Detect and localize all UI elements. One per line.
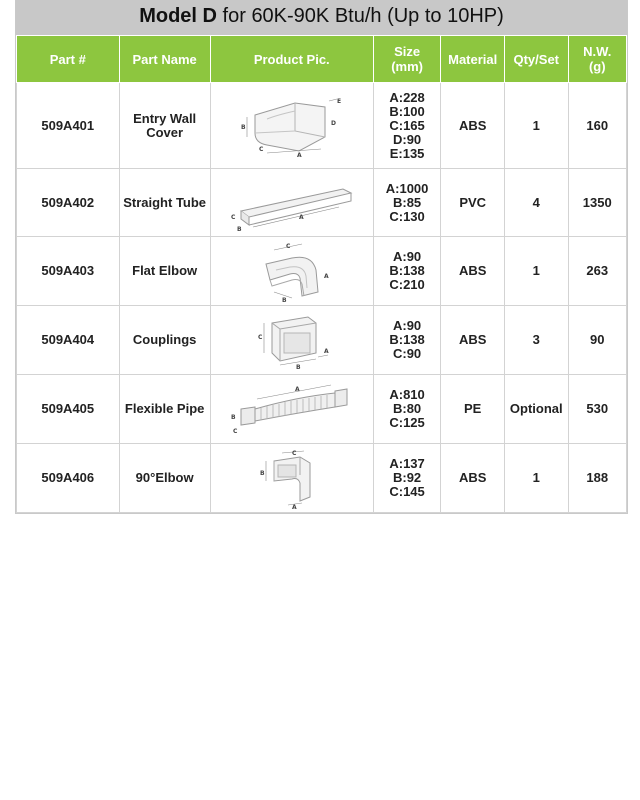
dim-label: B <box>230 414 236 421</box>
size-values <box>373 444 441 513</box>
table-row <box>17 83 627 169</box>
size-value: B:138 <box>389 332 425 347</box>
dim-label: C <box>230 213 236 221</box>
dim-label: C <box>291 450 297 457</box>
qty-set: 3 <box>504 306 568 375</box>
size-value: C:145 <box>389 484 425 499</box>
part-name-text: 90°Elbow <box>135 470 194 485</box>
product-pic <box>210 444 373 513</box>
size-value: A:810 <box>389 387 425 402</box>
qty-set: 1 <box>504 444 568 513</box>
entry-wall-cover-icon <box>237 93 347 159</box>
col-header-part-number: Part # <box>17 36 120 83</box>
size-value: D:90 <box>392 131 422 147</box>
net-weight: 90 <box>568 306 626 375</box>
size-value: B:100 <box>389 103 425 119</box>
model-name: Model D <box>139 5 217 27</box>
spec-sheet <box>15 0 628 514</box>
col-header-product-pic: Product Pic. <box>210 36 373 83</box>
part-number: 509A401 <box>17 83 120 169</box>
size-values <box>373 237 441 306</box>
dim-label: A <box>323 273 329 280</box>
col-header-net-weight-label: N.W. (g) <box>583 44 612 74</box>
part-name-text: Straight Tube <box>123 194 207 210</box>
net-weight: 1350 <box>568 169 626 237</box>
size-value: B:92 <box>392 470 422 485</box>
table-row <box>17 444 627 513</box>
part-number: 509A405 <box>17 375 120 444</box>
material: PVC <box>441 169 505 237</box>
dim-label: B <box>236 225 242 231</box>
page-title <box>16 0 627 35</box>
qty-set: 4 <box>504 169 568 237</box>
part-name <box>119 306 210 375</box>
90-elbow-icon <box>252 447 332 509</box>
part-name-text: Flat Elbow <box>132 263 198 278</box>
dim-label: A <box>294 386 300 393</box>
parts-table <box>16 35 627 513</box>
dim-label: C <box>285 243 291 250</box>
size-values <box>373 306 441 375</box>
col-header-qty-set: Qty/Set <box>504 36 568 83</box>
dim-label: A <box>323 348 329 355</box>
part-name-text: Couplings <box>132 332 197 347</box>
table-row <box>17 375 627 444</box>
table-header-row <box>17 36 627 83</box>
part-name <box>119 237 210 306</box>
dim-label: B <box>240 123 246 131</box>
dim-label: D <box>330 119 336 127</box>
dim-label: E <box>336 97 341 105</box>
straight-tube-icon <box>227 175 357 231</box>
size-value: A:90 <box>392 318 422 333</box>
dim-label: C <box>257 334 263 341</box>
table-row <box>17 306 627 375</box>
col-header-part-name: Part Name <box>119 36 210 83</box>
dim-label: C <box>258 145 264 153</box>
product-pic <box>210 83 373 169</box>
size-value: B:85 <box>392 194 422 210</box>
part-number: 509A406 <box>17 444 120 513</box>
part-name <box>119 375 210 444</box>
part-name <box>119 169 210 237</box>
size-values <box>373 83 441 169</box>
col-header-material: Material <box>441 36 505 83</box>
part-name-text: Entry Wall Cover <box>133 110 197 140</box>
size-value: C:90 <box>392 346 422 361</box>
product-pic <box>210 375 373 444</box>
net-weight: 188 <box>568 444 626 513</box>
material: ABS <box>441 306 505 375</box>
model-capacity: for 60K-90K Btu/h (Up to 10HP) <box>216 5 504 27</box>
net-weight: 160 <box>568 83 626 169</box>
table-row <box>17 169 627 237</box>
size-list <box>374 250 441 292</box>
part-name <box>119 444 210 513</box>
size-value: C:165 <box>389 117 425 133</box>
qty-set: 1 <box>504 83 568 169</box>
qty-set: Optional <box>504 375 568 444</box>
material: PE <box>441 375 505 444</box>
size-values <box>373 169 441 237</box>
size-value: A:228 <box>389 89 425 105</box>
part-number: 509A404 <box>17 306 120 375</box>
net-weight: 263 <box>568 237 626 306</box>
material: ABS <box>441 237 505 306</box>
col-header-net-weight <box>568 36 626 83</box>
size-value: B:138 <box>389 263 425 278</box>
dim-label: B <box>259 470 265 477</box>
product-pic <box>210 169 373 237</box>
size-value: C:210 <box>389 277 425 292</box>
size-list <box>374 457 441 499</box>
size-list <box>374 91 441 161</box>
coupling-icon <box>252 309 332 371</box>
material: ABS <box>441 83 505 169</box>
flat-elbow-icon <box>252 240 332 302</box>
dim-label: B <box>281 297 287 302</box>
size-list <box>374 388 441 430</box>
size-value: A:90 <box>392 249 422 264</box>
size-value: E:135 <box>389 145 425 161</box>
col-header-size-label: Size (mm) <box>391 44 423 74</box>
part-name <box>119 83 210 169</box>
col-header-size <box>373 36 441 83</box>
size-list <box>374 182 441 224</box>
size-values <box>373 375 441 444</box>
size-value: C:130 <box>389 208 425 224</box>
size-value: B:80 <box>392 401 422 416</box>
net-weight: 530 <box>568 375 626 444</box>
size-value: C:125 <box>389 415 425 430</box>
part-number: 509A402 <box>17 169 120 237</box>
size-value: A:1000 <box>385 180 429 196</box>
table-row <box>17 237 627 306</box>
size-value: A:137 <box>389 456 425 471</box>
product-pic <box>210 306 373 375</box>
qty-set: 1 <box>504 237 568 306</box>
dim-label: A <box>291 504 297 509</box>
size-list <box>374 319 441 361</box>
part-name-text: Flexible Pipe <box>124 401 205 416</box>
part-number: 509A403 <box>17 237 120 306</box>
dim-label: A <box>298 213 304 221</box>
flexible-pipe-icon <box>227 379 357 439</box>
dim-label: B <box>295 364 301 371</box>
product-pic <box>210 237 373 306</box>
material: ABS <box>441 444 505 513</box>
dim-label: A <box>296 151 302 159</box>
dim-label: C <box>232 428 238 435</box>
